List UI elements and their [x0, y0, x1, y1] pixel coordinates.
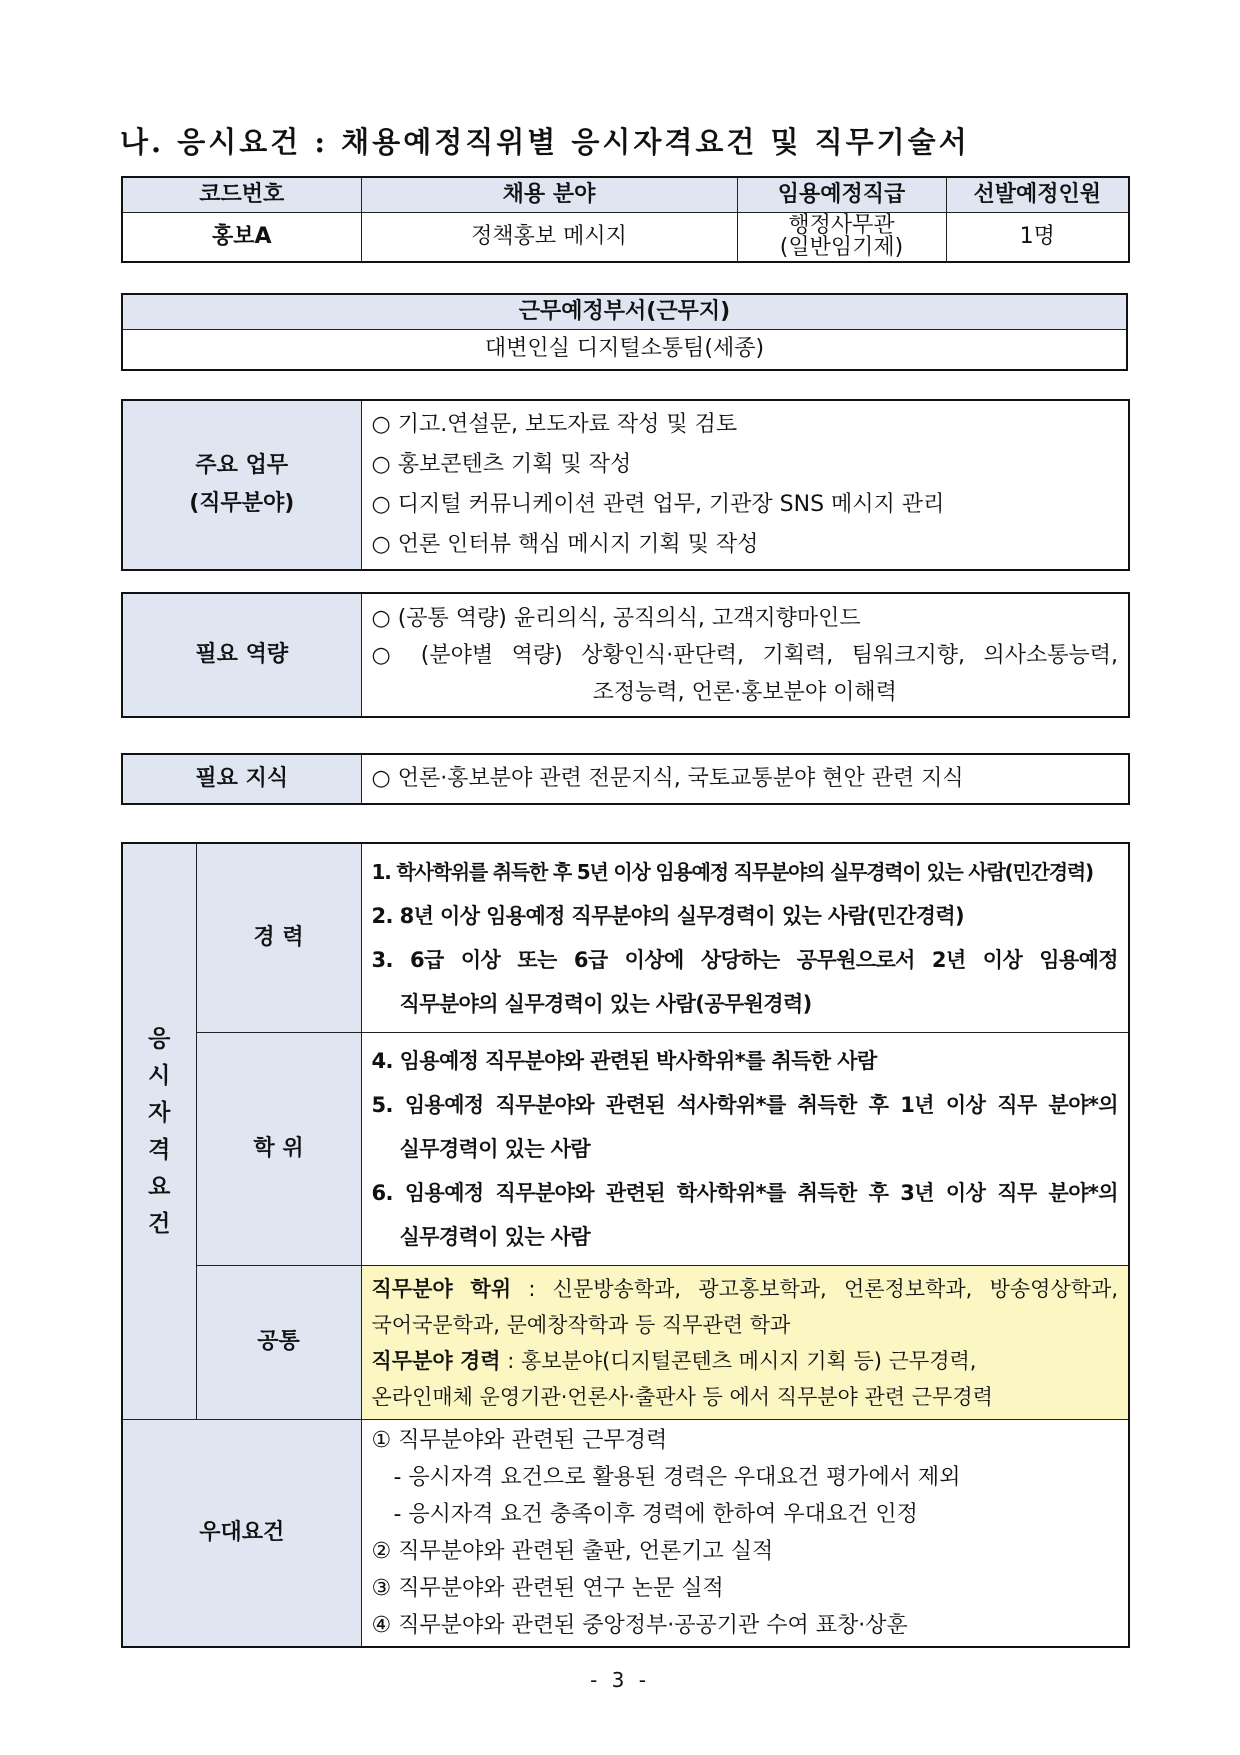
preference-label: 우대요건	[122, 1420, 361, 1648]
degree-content	[361, 1033, 1129, 1266]
vertical-char: 요	[148, 1173, 171, 1200]
common-career-text: : 홍보분야(디지털콘텐츠 메시지 기획 등) 근무경력,	[500, 1348, 977, 1373]
common-career-title: 직무분야 경력	[371, 1348, 501, 1373]
duties-list	[361, 400, 1129, 570]
duties-label-line1: 주요 업무	[195, 453, 289, 478]
code-value: 홍보A	[122, 212, 361, 262]
common-degree-cont: 국어국문학과, 문예창작학과 등 직무관련 학과	[371, 1312, 791, 1337]
common-degree	[372, 1271, 1119, 1307]
section-title: 나. 응시요건 : 채용예정직위별 응시자격요건 및 직무기술서	[120, 125, 970, 159]
common-content	[361, 1266, 1129, 1420]
degree-item5: 5. 임용예정 직무분야와 관련된 석사학위*를 취득한 후 1년 이상 직무 분야*의	[371, 1093, 1118, 1117]
duty-item: ○ 기고.연설문, 보도자료 작성 및 검토	[371, 412, 738, 437]
duty-item: ○ 언론 인터뷰 핵심 메시지 기획 및 작성	[371, 532, 759, 557]
preference-content	[361, 1420, 1129, 1648]
grade-line1: 행정사무관	[788, 212, 895, 238]
experience-item1: 1. 학사학위를 취득한 후 5년 이상 임용예정 직무분야의 실무경력이 있는 사람(민간경력)	[371, 860, 1093, 884]
preference-item: ① 직무분야와 관련된 근무경력	[371, 1428, 668, 1453]
department-table	[121, 293, 1128, 371]
preference-item: ④ 직무분야와 관련된 중앙정부·공공기관 수여 표창·상훈	[371, 1613, 908, 1638]
degree-item6-cont: 실무경력이 있는 사람	[399, 1225, 591, 1249]
common-career-cont: 온라인매체 운영기관·언론사·출판사 등 에서 직무분야 관련 근무경력	[371, 1384, 993, 1409]
vertical-char: 자	[148, 1099, 171, 1126]
competency-field: ○ (분야별 역량) 상황인식·판단력, 기획력, 팀워크지향, 의사소통능력,	[371, 642, 1118, 668]
competency-table	[121, 592, 1130, 718]
experience-item3: 3. 6급 이상 또는 6급 이상에 상당하는 공무원으로서 2년 이상 임용예정	[371, 948, 1118, 972]
degree-item6: 6. 임용예정 직무분야와 관련된 학사학위*를 취득한 후 3년 이상 직무 분야*의	[371, 1181, 1118, 1205]
experience-label: 경 력	[196, 843, 361, 1033]
field-value: 정책홍보 메시지	[361, 212, 737, 262]
common-degree-text: : 신문방송학과, 광고홍보학과, 언론정보학과, 방송영상학과,	[511, 1276, 1119, 1301]
competency-label: 필요 역량	[122, 593, 361, 717]
knowledge-label: 필요 지식	[122, 754, 361, 804]
duty-item: ○ 디지털 커뮤니케이션 관련 업무, 기관장 SNS 메시지 관리	[371, 492, 945, 517]
header-code: 코드번호	[122, 177, 361, 212]
vertical-char: 시	[148, 1062, 171, 1089]
position-table	[121, 176, 1130, 263]
competency-content	[361, 593, 1129, 717]
duties-label-line2: (직무분야)	[189, 491, 295, 516]
experience-item2: 2. 8년 이상 임용예정 직무분야의 실무경력이 있는 사람(민간경력)	[371, 904, 965, 928]
grade-line2: (일반임기제)	[779, 234, 904, 260]
header-field: 채용 분야	[361, 177, 737, 212]
department-value: 대변인실 디지털소통팀(세종)	[122, 329, 1127, 370]
preference-subitem: - 응시자격 요건 충족이후 경력에 한하여 우대요건 인정	[393, 1502, 918, 1527]
competency-common: ○ (공통 역량) 윤리의식, 공직의식, 고객지향마인드	[371, 605, 861, 631]
vertical-char: 격	[148, 1136, 171, 1163]
grade-value	[737, 212, 946, 262]
common-career	[372, 1343, 1119, 1379]
experience-item3-cont: 직무분야의 실무경력이 있는 사람(공무원경력)	[399, 992, 812, 1016]
qualification-table	[121, 842, 1130, 1648]
vertical-char: 건	[148, 1210, 171, 1237]
duties-table	[121, 399, 1130, 571]
competency-field-cont: 조정능력, 언론·홍보분야 이해력	[592, 679, 897, 705]
qualification-group-label	[122, 843, 196, 1420]
header-grade: 임용예정직급	[737, 177, 946, 212]
duty-item: ○ 홍보콘텐츠 기획 및 작성	[371, 452, 632, 477]
degree-item4: 4. 임용예정 직무분야와 관련된 박사학위*를 취득한 사람	[371, 1049, 877, 1073]
count-value: 1명	[946, 212, 1129, 262]
knowledge-table	[121, 753, 1130, 805]
knowledge-value: ○ 언론·홍보분야 관련 전문지식, 국토교통분야 현안 관련 지식	[361, 754, 1129, 804]
common-label: 공통	[196, 1266, 361, 1420]
page-number: - 3 -	[590, 1668, 650, 1692]
duties-label	[122, 400, 361, 570]
degree-item5-cont: 실무경력이 있는 사람	[399, 1137, 591, 1161]
preference-item: ③ 직무분야와 관련된 연구 논문 실적	[371, 1576, 724, 1601]
degree-label: 학 위	[196, 1033, 361, 1266]
vertical-char: 응	[148, 1025, 171, 1052]
preference-item: ② 직무분야와 관련된 출판, 언론기고 실적	[371, 1539, 774, 1564]
common-degree-title: 직무분야 학위	[371, 1276, 512, 1301]
experience-content	[361, 843, 1129, 1033]
header-count: 선발예정인원	[946, 177, 1129, 212]
preference-subitem: - 응시자격 요건으로 활용된 경력은 우대요건 평가에서 제외	[393, 1465, 961, 1490]
department-header: 근무예정부서(근무지)	[122, 294, 1127, 329]
